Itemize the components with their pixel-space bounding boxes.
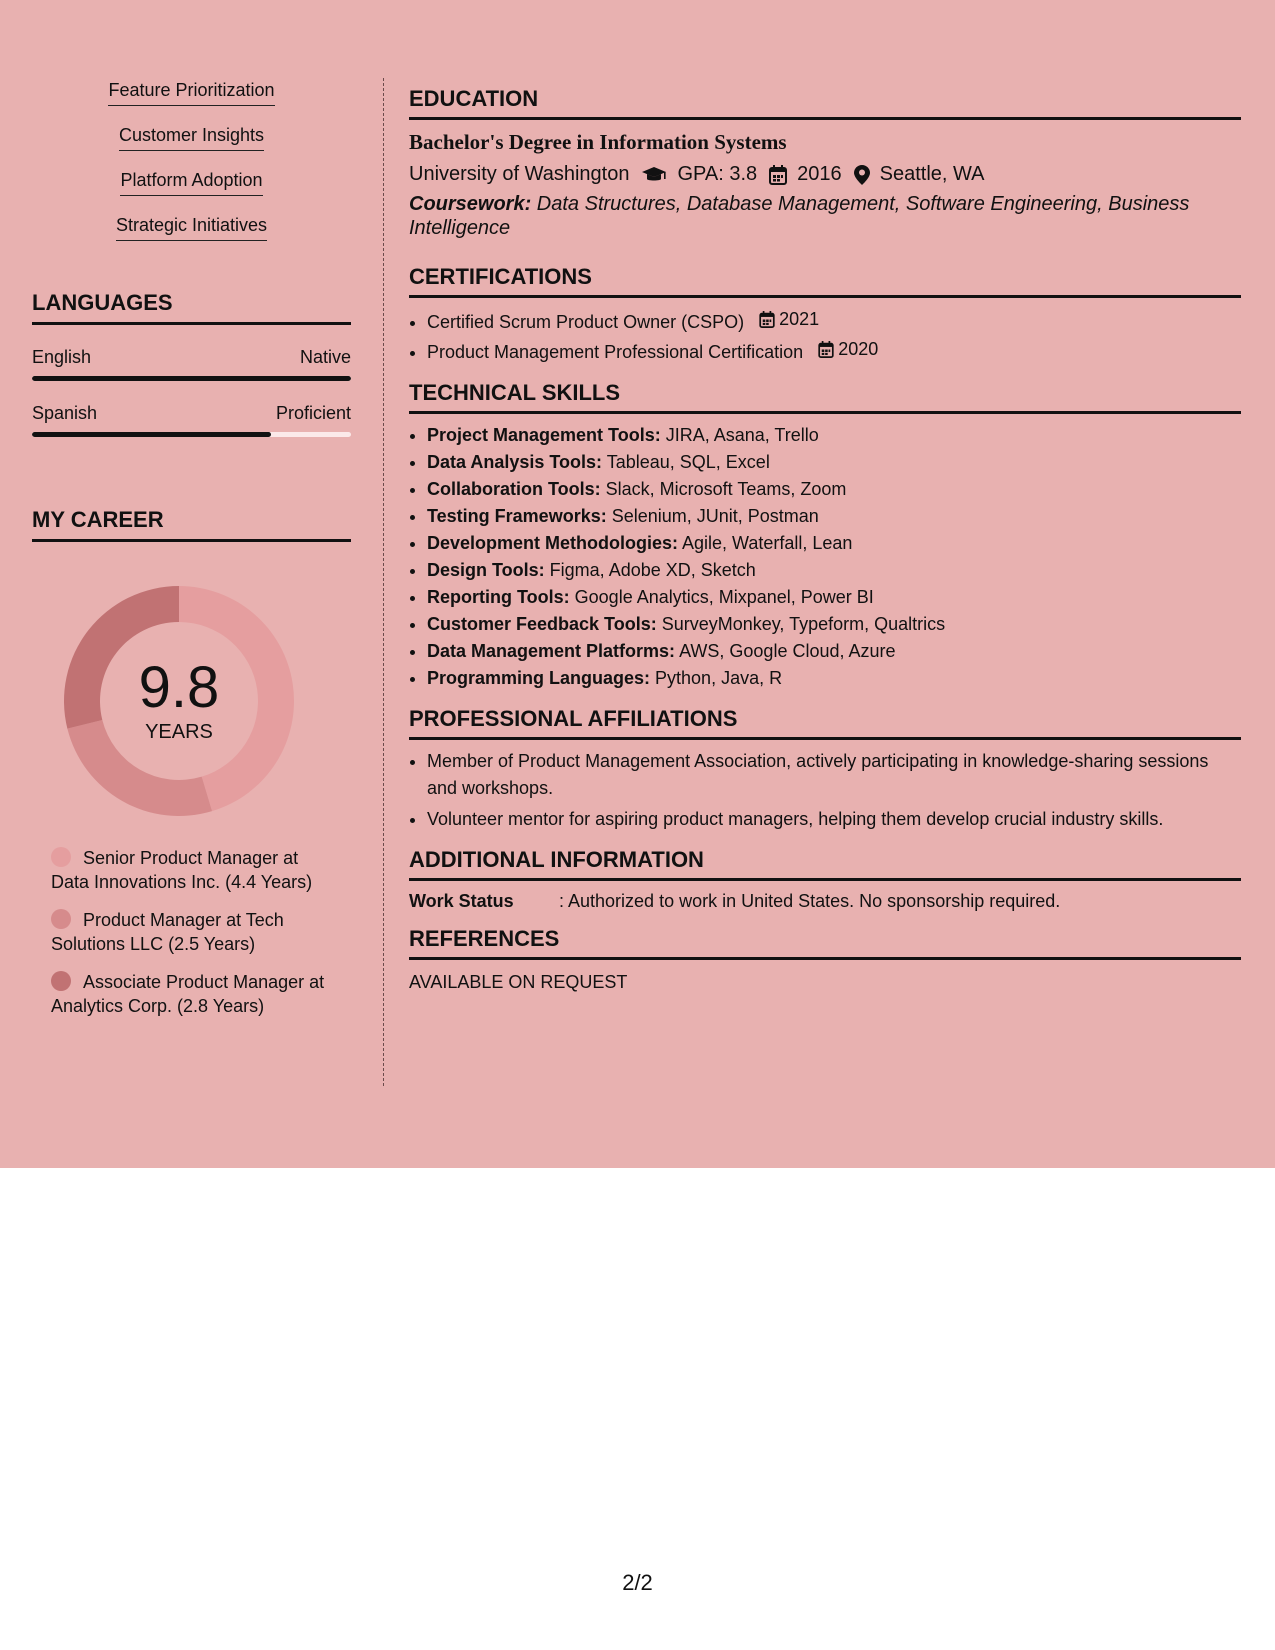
legend-label: Product Manager at Tech Solutions LLC (2.5 Years) (51, 910, 284, 954)
skill-values: SurveyMonkey, Typeform, Qualtrics (656, 614, 946, 634)
graduation-year: 2016 (797, 163, 842, 185)
skill-category: Project Management Tools: (427, 425, 661, 445)
work-status-label: Work Status (409, 891, 514, 911)
skill-category: Data Management Platforms: (427, 641, 676, 661)
language-bar-fill (32, 432, 271, 437)
education-section (409, 86, 1241, 240)
certification-item (427, 306, 1241, 336)
language-bar (32, 432, 351, 437)
keyword-tag: Customer Insights (119, 125, 264, 151)
skill-values: Agile, Waterfall, Lean (678, 533, 853, 553)
languages-section (32, 290, 351, 437)
graduation-cap-icon (641, 166, 667, 184)
additional-section (409, 847, 1241, 912)
skill-category: Testing Frameworks: (427, 506, 607, 526)
skill-item (427, 422, 1241, 449)
legend-dot (51, 971, 71, 991)
coursework-list: Data Structures, Database Management, Software Engineering, Business Intelligence (409, 193, 1190, 239)
work-status-value: : Authorized to work in United States. No sponsorship required. (559, 891, 1061, 911)
skill-item (427, 611, 1241, 638)
career-legend (51, 846, 341, 1018)
skill-item (427, 449, 1241, 476)
language-item (32, 347, 351, 381)
skill-item (427, 665, 1241, 692)
career-years-unit: YEARS (145, 720, 213, 743)
coursework-label: Coursework: (409, 193, 532, 215)
language-level: Native (299, 347, 351, 367)
skill-category: Customer Feedback Tools: (427, 614, 657, 634)
degree-title: Bachelor's Degree in Information Systems (409, 130, 787, 154)
calendar-icon (769, 165, 787, 185)
skill-category: Data Analysis Tools: (427, 452, 603, 472)
languages-heading: LANGUAGES (32, 290, 351, 325)
calendar-icon (818, 341, 834, 358)
legend-dot (51, 909, 71, 929)
affiliations-list (409, 748, 1241, 833)
skill-category: Collaboration Tools: (427, 479, 601, 499)
career-total-years: 9.8 (138, 654, 220, 720)
education-heading: EDUCATION (409, 86, 1241, 120)
keyword-tag: Feature Prioritization (108, 80, 274, 106)
calendar-icon (759, 311, 775, 328)
skill-item (427, 476, 1241, 503)
affiliations-heading: PROFESSIONAL AFFILIATIONS (409, 706, 1241, 740)
skills-heading: TECHNICAL SKILLS (409, 380, 1241, 414)
language-name: English (32, 347, 92, 367)
skill-category: Reporting Tools: (427, 587, 570, 607)
language-bar-fill (32, 376, 351, 381)
language-level: Proficient (275, 403, 351, 423)
additional-heading: ADDITIONAL INFORMATION (409, 847, 1241, 881)
skills-section (409, 380, 1241, 692)
certifications-list (409, 306, 1241, 366)
certification-item (427, 336, 1241, 366)
career-legend-item (51, 970, 341, 1018)
page-number: 2/2 (622, 1570, 653, 1595)
school-location: Seattle, WA (879, 163, 985, 185)
references-text: AVAILABLE ON REQUEST (409, 972, 628, 992)
skill-item (427, 557, 1241, 584)
education-details (409, 163, 1241, 186)
language-bar (32, 376, 351, 381)
language-item (32, 403, 351, 437)
legend-label: Associate Product Manager at Analytics Corp. (2.8 Years) (51, 972, 325, 1016)
skill-item (427, 638, 1241, 665)
affiliation-item: • Volunteer mentor for aspiring product managers, helping them develop crucial industry skills. (427, 806, 1241, 833)
skill-values: Tableau, SQL, Excel (602, 452, 770, 472)
affiliations-section (409, 706, 1241, 833)
column-divider (383, 78, 384, 1086)
skill-category: Development Methodologies: (427, 533, 679, 553)
keyword-tag: Strategic Initiatives (116, 215, 267, 241)
skill-item (427, 530, 1241, 557)
skill-values: Slack, Microsoft Teams, Zoom (600, 479, 847, 499)
legend-label: Senior Product Manager at Data Innovations Inc. (4.4 Years) (51, 848, 313, 892)
skills-list (409, 422, 1241, 692)
skill-category: Design Tools: (427, 560, 545, 580)
skill-values: AWS, Google Cloud, Azure (675, 641, 896, 661)
keyword-tags (32, 80, 351, 260)
sidebar (32, 80, 351, 1032)
skill-values: Figma, Adobe XD, Sketch (544, 560, 756, 580)
certification-year: 2020 (838, 339, 879, 359)
coursework (409, 192, 1241, 240)
skill-item (427, 584, 1241, 611)
skill-values: Selenium, JUnit, Postman (606, 506, 819, 526)
skill-values: Python, Java, R (650, 668, 783, 688)
certification-name: Certified Scrum Product Owner (CSPO) (427, 312, 745, 332)
certification-name: Product Management Professional Certification (427, 342, 804, 362)
skill-category: Programming Languages: (427, 668, 651, 688)
references-section (409, 926, 1241, 993)
skill-values: JIRA, Asana, Trello (660, 425, 819, 445)
language-name: Spanish (32, 403, 98, 423)
career-legend-item (51, 908, 341, 956)
main-content (409, 86, 1241, 1007)
keyword-tag: Platform Adoption (120, 170, 262, 196)
career-section (32, 507, 351, 1018)
work-status (409, 891, 1241, 912)
career-legend-item (51, 846, 341, 894)
location-pin-icon (854, 165, 870, 185)
references-heading: REFERENCES (409, 926, 1241, 960)
career-donut (64, 586, 294, 816)
certification-year: 2021 (779, 309, 820, 329)
skill-values: Google Analytics, Mixpanel, Power BI (569, 587, 874, 607)
skill-item (427, 503, 1241, 530)
certifications-section (409, 264, 1241, 366)
career-donut-center (64, 586, 294, 816)
career-heading: MY CAREER (32, 507, 351, 542)
school-name: University of Washington (409, 163, 630, 185)
affiliation-item: • Member of Product Management Association, actively participating in knowledge-sharing sessions and workshops. (427, 748, 1241, 802)
certifications-heading: CERTIFICATIONS (409, 264, 1241, 298)
gpa: GPA: 3.8 (677, 163, 758, 185)
legend-dot (51, 847, 71, 867)
